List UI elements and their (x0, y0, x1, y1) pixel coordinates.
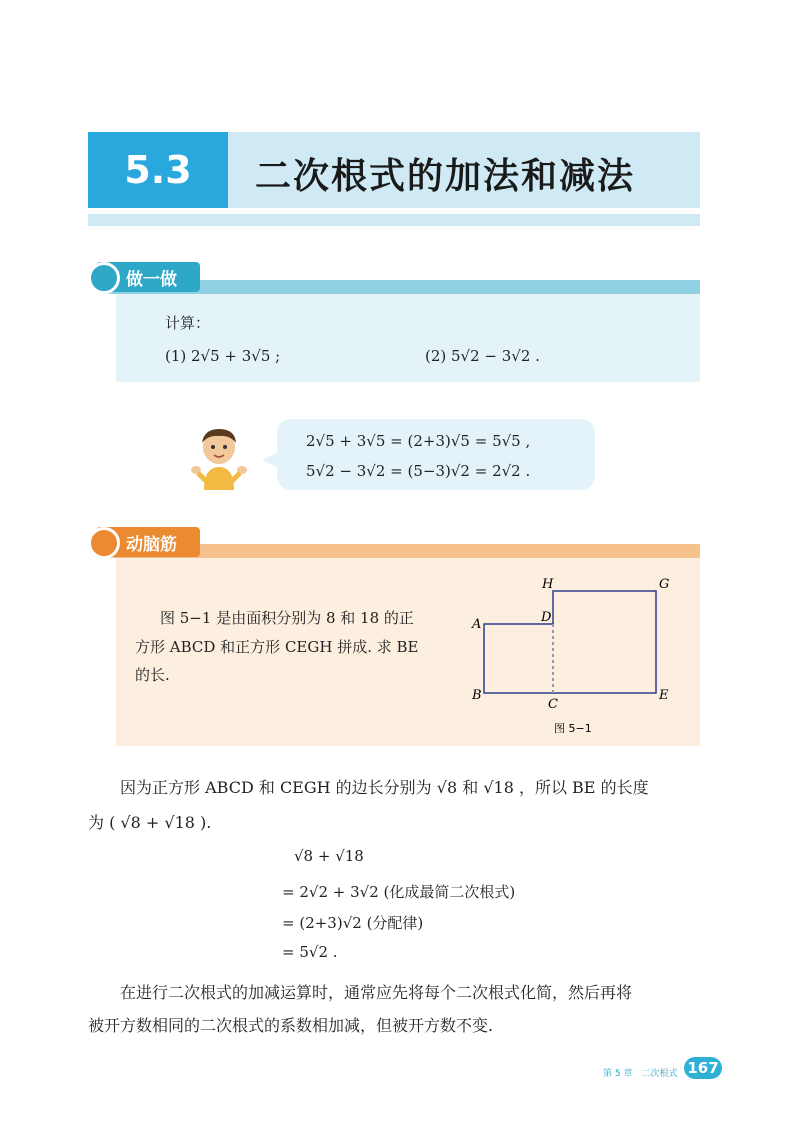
conclusion-line1: 在进行二次根式的加减运算时，通常应先将每个二次根式化简，然后再将 (120, 983, 633, 1002)
banner-underline (88, 214, 700, 226)
activity1-prompt: 计算： (165, 314, 211, 332)
activity1-item1: (1) 2√5 + 3√5 ; (165, 347, 281, 365)
solution-line1: 因为正方形 ABCD 和 CEGH 的边长分别为 √8 和 √18 ，所以 BE 的长度 (120, 778, 649, 797)
activity2-text-line3: 的长. (135, 666, 170, 684)
label-c: C (548, 697, 558, 712)
page-number: 167 (684, 1057, 722, 1079)
section-number: 5.3 (88, 132, 228, 208)
square-cegh (553, 591, 656, 693)
solution-step1: √8 + √18 (294, 847, 364, 865)
footer-chapter: 第 5 章 二次根式 (603, 1069, 678, 1079)
conclusion-line2: 被开方数相同的二次根式的系数相加减，但被开方数不变. (88, 1016, 494, 1035)
activity2-label: 动脑筋 (96, 527, 200, 557)
student-illustration (190, 425, 248, 490)
square-abcd (484, 624, 553, 693)
brain-icon (88, 527, 120, 559)
solution-step3: = (2+3)√2 (分配律) (282, 914, 424, 932)
label-g: G (659, 577, 670, 592)
section-title: 二次根式的加法和减法 (255, 156, 636, 197)
figure-caption: 图 5−1 (554, 722, 592, 735)
solution-step2: = 2√2 + 3√2 (化成最简二次根式) (282, 883, 516, 901)
bubble-line2: 5√2 − 3√2 = (5−3)√2 = 2√2 . (306, 462, 531, 480)
label-a: A (472, 617, 482, 632)
label-d: D (541, 610, 552, 625)
label-h: H (542, 577, 554, 592)
gear-icon (88, 262, 120, 294)
activity1-label: 做一做 (96, 262, 200, 292)
activity2-text-line2: 方形 ABCD 和正方形 CEGH 拼成. 求 BE (135, 638, 419, 656)
label-b: B (472, 688, 482, 703)
activity1-item2: (2) 5√2 − 3√2 . (425, 347, 540, 365)
solution-line2: 为 ( √8 + √18 ). (88, 813, 212, 832)
activity2-text-line1: 图 5−1 是由面积分别为 8 和 18 的正 (160, 609, 414, 627)
figure-5-1 (440, 568, 690, 738)
label-e: E (659, 688, 669, 703)
activity1-box (116, 294, 700, 382)
bubble-line1: 2√5 + 3√5 = (2+3)√5 = 5√5 , (306, 432, 531, 450)
solution-step4: = 5√2 . (282, 943, 338, 961)
speech-bubble-tail (262, 452, 278, 468)
